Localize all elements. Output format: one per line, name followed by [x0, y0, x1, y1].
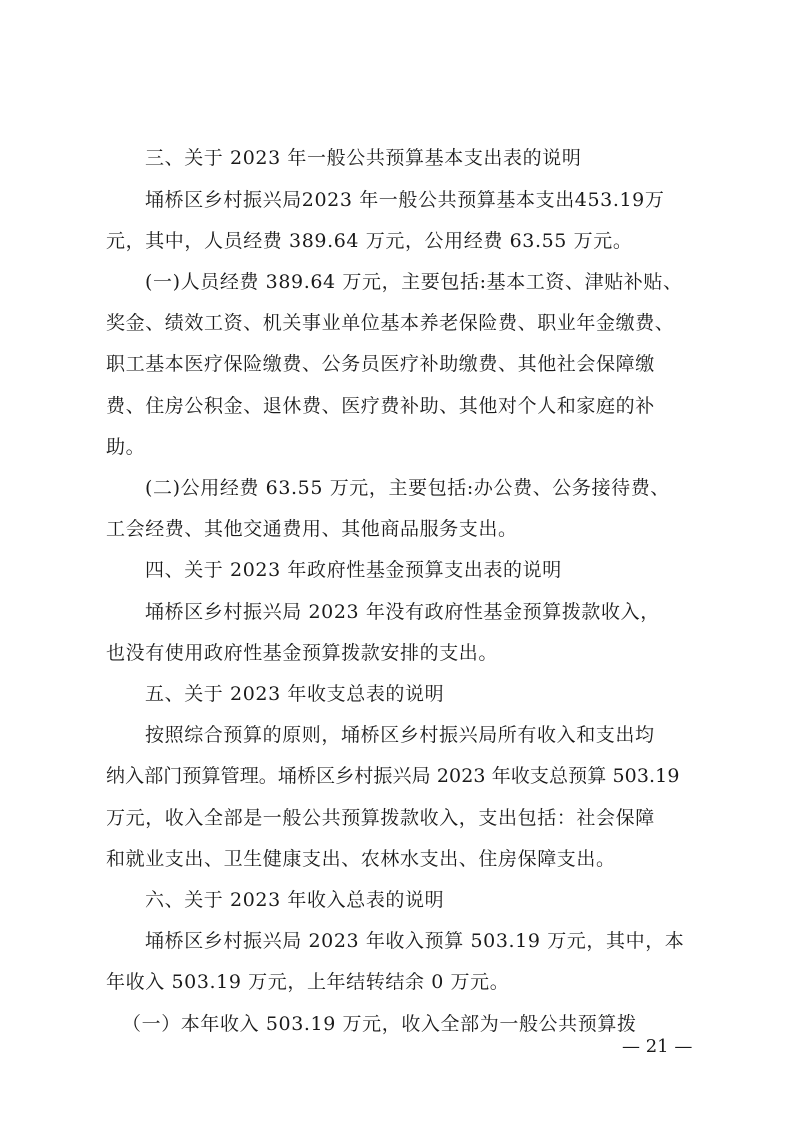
- paragraph-line: 助。: [106, 436, 146, 458]
- paragraph-line: 万元，收入全部是一般公共预算拨款收入，支出包括：社会保障: [106, 807, 655, 829]
- page-number: — 21 —: [622, 1036, 693, 1057]
- paragraph-line: (二)公用经费 63.55 万元，主要包括:办公费、公务接待费、: [145, 477, 670, 499]
- paragraph-line: 元，其中，人员经费 389.64 万元，公用经费 63.55 万元。: [106, 230, 633, 252]
- paragraph-line: 纳入部门预算管理。埇桥区乡村振兴局 2023 年收支总预算 503.19: [106, 765, 680, 787]
- paragraph-line: 年收入 503.19 万元，上年结转结余 0 万元。: [106, 971, 510, 993]
- section-heading-income: 六、关于 2023 年收入总表的说明: [145, 889, 445, 911]
- paragraph-line: 也没有使用政府性基金预算拨款安排的支出。: [106, 642, 499, 664]
- paragraph-line: 奖金、绩效工资、机关事业单位基本养老保险费、职业年金缴费、: [106, 312, 675, 334]
- paragraph-line: 埇桥区乡村振兴局 2023 年没有政府性基金预算拨款收入，: [145, 601, 660, 623]
- paragraph-line: 埇桥区乡村振兴局2023 年一般公共预算基本支出453.19万: [145, 189, 665, 211]
- section-heading-basic-expenditure: 三、关于 2023 年一般公共预算基本支出表的说明: [145, 147, 582, 169]
- paragraph-line: （一）本年收入 503.19 万元，收入全部为一般公共预算拨: [122, 1013, 637, 1035]
- paragraph-line: 和就业支出、卫生健康支出、农林水支出、住房保障支出。: [106, 848, 616, 870]
- paragraph-line: 职工基本医疗保险缴费、公务员医疗补助缴费、其他社会保障缴: [106, 353, 655, 375]
- paragraph-line: 按照综合预算的原则，埇桥区乡村振兴局所有收入和支出均: [145, 724, 655, 746]
- paragraph-line: 费、住房公积金、退休费、医疗费补助、其他对个人和家庭的补: [106, 395, 655, 417]
- paragraph-line: 埇桥区乡村振兴局 2023 年收入预算 503.19 万元，其中，本: [145, 930, 685, 952]
- paragraph-line: (一)人员经费 389.64 万元，主要包括:基本工资、津贴补贴、: [145, 271, 683, 293]
- section-heading-government-fund: 四、关于 2023 年政府性基金预算支出表的说明: [145, 559, 562, 581]
- paragraph-line: 工会经费、其他交通费用、其他商品服务支出。: [106, 518, 518, 540]
- section-heading-income-expenditure: 五、关于 2023 年收支总表的说明: [145, 683, 445, 705]
